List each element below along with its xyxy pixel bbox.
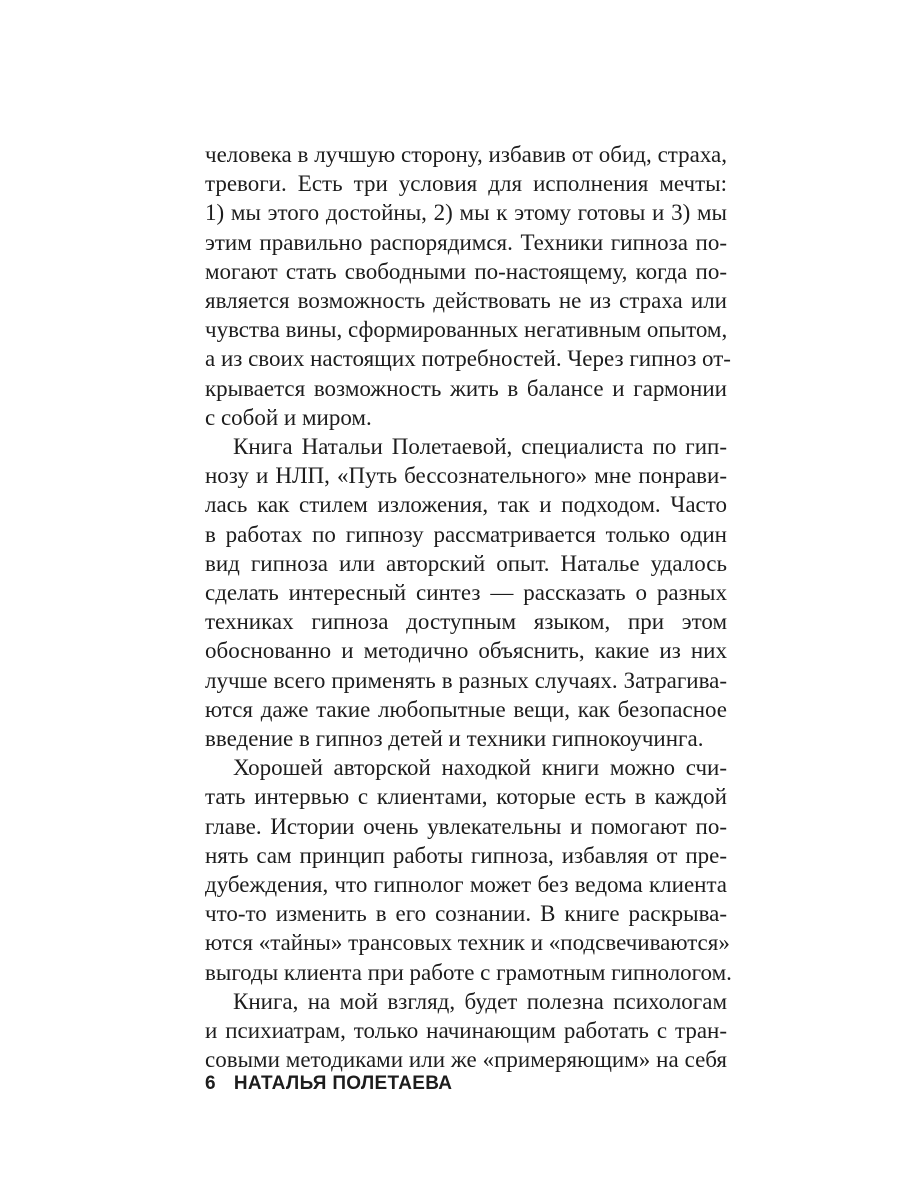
- text-line: нозу и НЛП, «Путь бессознательного» мне понрави-: [205, 463, 727, 489]
- text-line: Книга, на мой взгляд, будет полезна психологам: [233, 988, 727, 1014]
- text-line: нять сам принцип работы гипноза, избавляя от пре-: [205, 842, 727, 868]
- text-line: Книга Натальи Полетаевой, специалиста по гип-: [233, 434, 727, 460]
- text-line: что-то изменить в его сознании. В книге раскрыва-: [205, 901, 727, 927]
- paragraph: [205, 987, 727, 1075]
- text-line: человека в лучшую сторону, избавив от обид, страха,: [205, 142, 727, 167]
- text-line: 1) мы этого достойны, 2) мы к этому готовы и 3) мы: [205, 200, 727, 226]
- running-footer-author: НАТАЛЬЯ ПОЛЕТАЕВА: [233, 1073, 453, 1094]
- paragraph: [205, 753, 732, 987]
- text-line: и психиатрам, только начинающим работать с тран-: [205, 1018, 727, 1044]
- text-line: в работах по гипнозу рассматривается только один: [205, 521, 727, 547]
- text-line: дубеждения, что гипнолог может без ведома клиента: [205, 872, 727, 898]
- text-line: техниках гипноза доступным языком, при этом: [205, 609, 727, 635]
- text-line: лась как стилем изложения, так и подходом. Часто: [205, 492, 727, 518]
- text-line: чувства вины, сформированных негативным опытом,: [205, 317, 728, 343]
- running-footer: [205, 1073, 452, 1095]
- text-line: совыми методиками или же «примеряющим» на себя: [205, 1047, 727, 1073]
- text-line: Хорошей авторской находкой книги можно счи-: [233, 755, 727, 781]
- text-line: лучше всего применять в разных случаях. Затрагива-: [205, 667, 727, 693]
- text-line: является возможность действовать не из страха или: [205, 288, 727, 314]
- text-line: с собой и миром.: [205, 404, 372, 430]
- text-line: вид гипноза или авторский опыт. Наталье удалось: [205, 550, 727, 576]
- text-line: а из своих настоящих потребностей. Через гипноз от-: [205, 346, 731, 372]
- text-line: сделать интересный синтез — рассказать о разных: [205, 580, 727, 606]
- text-line: крывается возможность жить в балансе и гармонии: [205, 375, 727, 401]
- text-line: ются даже такие любопытные вещи, как безопасное: [205, 696, 727, 722]
- text-line: тать интервью с клиентами, которые есть в каждой: [205, 784, 727, 810]
- paragraph: [205, 432, 727, 753]
- text-line: главе. Истории очень увлекательны и помогают по-: [205, 813, 727, 839]
- text-line: тревоги. Есть три условия для исполнения мечты:: [205, 171, 727, 197]
- paragraph: [205, 140, 731, 432]
- body-text: [205, 140, 732, 1075]
- text-line: ются «тайны» трансовых техник и «подсвечиваются»: [205, 930, 730, 956]
- text-line: обоснованно и методично объяснить, какие из них: [205, 638, 727, 664]
- text-line: могают стать свободными по-настоящему, когда по-: [205, 258, 727, 284]
- text-line: выгоды клиента при работе с грамотным гипнологом.: [205, 959, 732, 985]
- text-line: введение в гипноз детей и техники гипнокоучинга.: [205, 726, 704, 752]
- page-number: 6: [205, 1073, 216, 1094]
- text-line: этим правильно распорядимся. Техники гипноза по-: [205, 229, 727, 255]
